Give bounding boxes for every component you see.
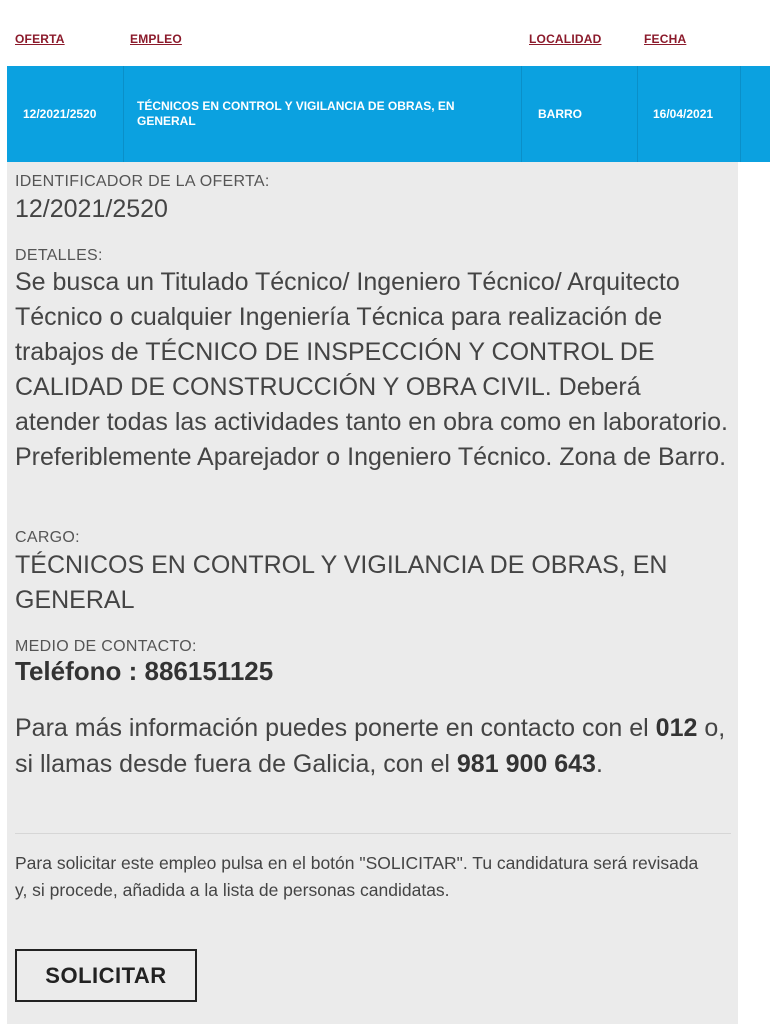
sort-by-empleo-link[interactable]: EMPLEO [130, 32, 182, 46]
table-header [0, 0, 770, 66]
row-empleo-cell: TÉCNICOS EN CONTROL Y VIGILANCIA DE OBRAS, EN GENERAL [137, 99, 455, 128]
cargo-value: TÉCNICOS EN CONTROL Y VIGILANCIA DE OBRAS, EN GENERAL [15, 551, 668, 614]
sort-by-fecha-link[interactable]: FECHA [644, 32, 687, 46]
cargo-label: CARGO: [15, 529, 80, 546]
info-phone-012: 012 [655, 714, 698, 742]
contact-label: MEDIO DE CONTACTO: [15, 638, 197, 655]
row-fecha-cell: 16/04/2021 [653, 107, 714, 121]
info-phone-external: 981 900 643 [456, 750, 596, 778]
more-info-suffix: . [595, 750, 603, 778]
right-gutter [738, 162, 770, 1024]
details-value: Se busca un Titulado Técnico/ Ingeniero Técnico/ Arquitecto Técnico o cualquier Ingeniería Técnica para realización de trabajos de TÉCNICO DE INSPECCIÓN Y CONTROL DE CALIDAD DE CONSTRUCCIÓN Y OBRA CIVIL. Deberá atender todas las actividades tanto en obra como en laboratorio. Preferiblemente Aparejador o Ingeniero Técnico. Zona de Barro. [15, 268, 728, 471]
more-info-middle: o, si llamas desde fuera de Galicia, con el [15, 714, 726, 778]
sort-by-localidad-link[interactable]: LOCALIDAD [529, 32, 602, 46]
row-localidad-cell: BARRO [538, 107, 582, 121]
details-label: DETALLES: [15, 247, 103, 264]
contact-phone: Teléfono : 886151125 [15, 656, 274, 686]
column-divider [740, 66, 741, 162]
offer-id-value: 12/2021/2520 [15, 195, 168, 223]
solicitar-button[interactable]: SOLICITAR [15, 949, 197, 1002]
selected-offer-row[interactable] [7, 66, 770, 162]
apply-instructions: Para solicitar este empleo pulsa en el botón "SOLICITAR". Tu candidatura será revisada y, si procede, añadida a la lista de personas candidatas. [15, 853, 699, 900]
sort-by-oferta-link[interactable]: OFERTA [15, 32, 65, 46]
offer-id-label: IDENTIFICADOR DE LA OFERTA: [15, 173, 270, 190]
more-info-prefix: Para más información puedes ponerte en contacto con el [15, 714, 656, 742]
offer-detail-panel [7, 162, 738, 1024]
divider [15, 833, 731, 834]
row-oferta-cell: 12/2021/2520 [23, 107, 97, 121]
more-info-text [15, 710, 745, 782]
